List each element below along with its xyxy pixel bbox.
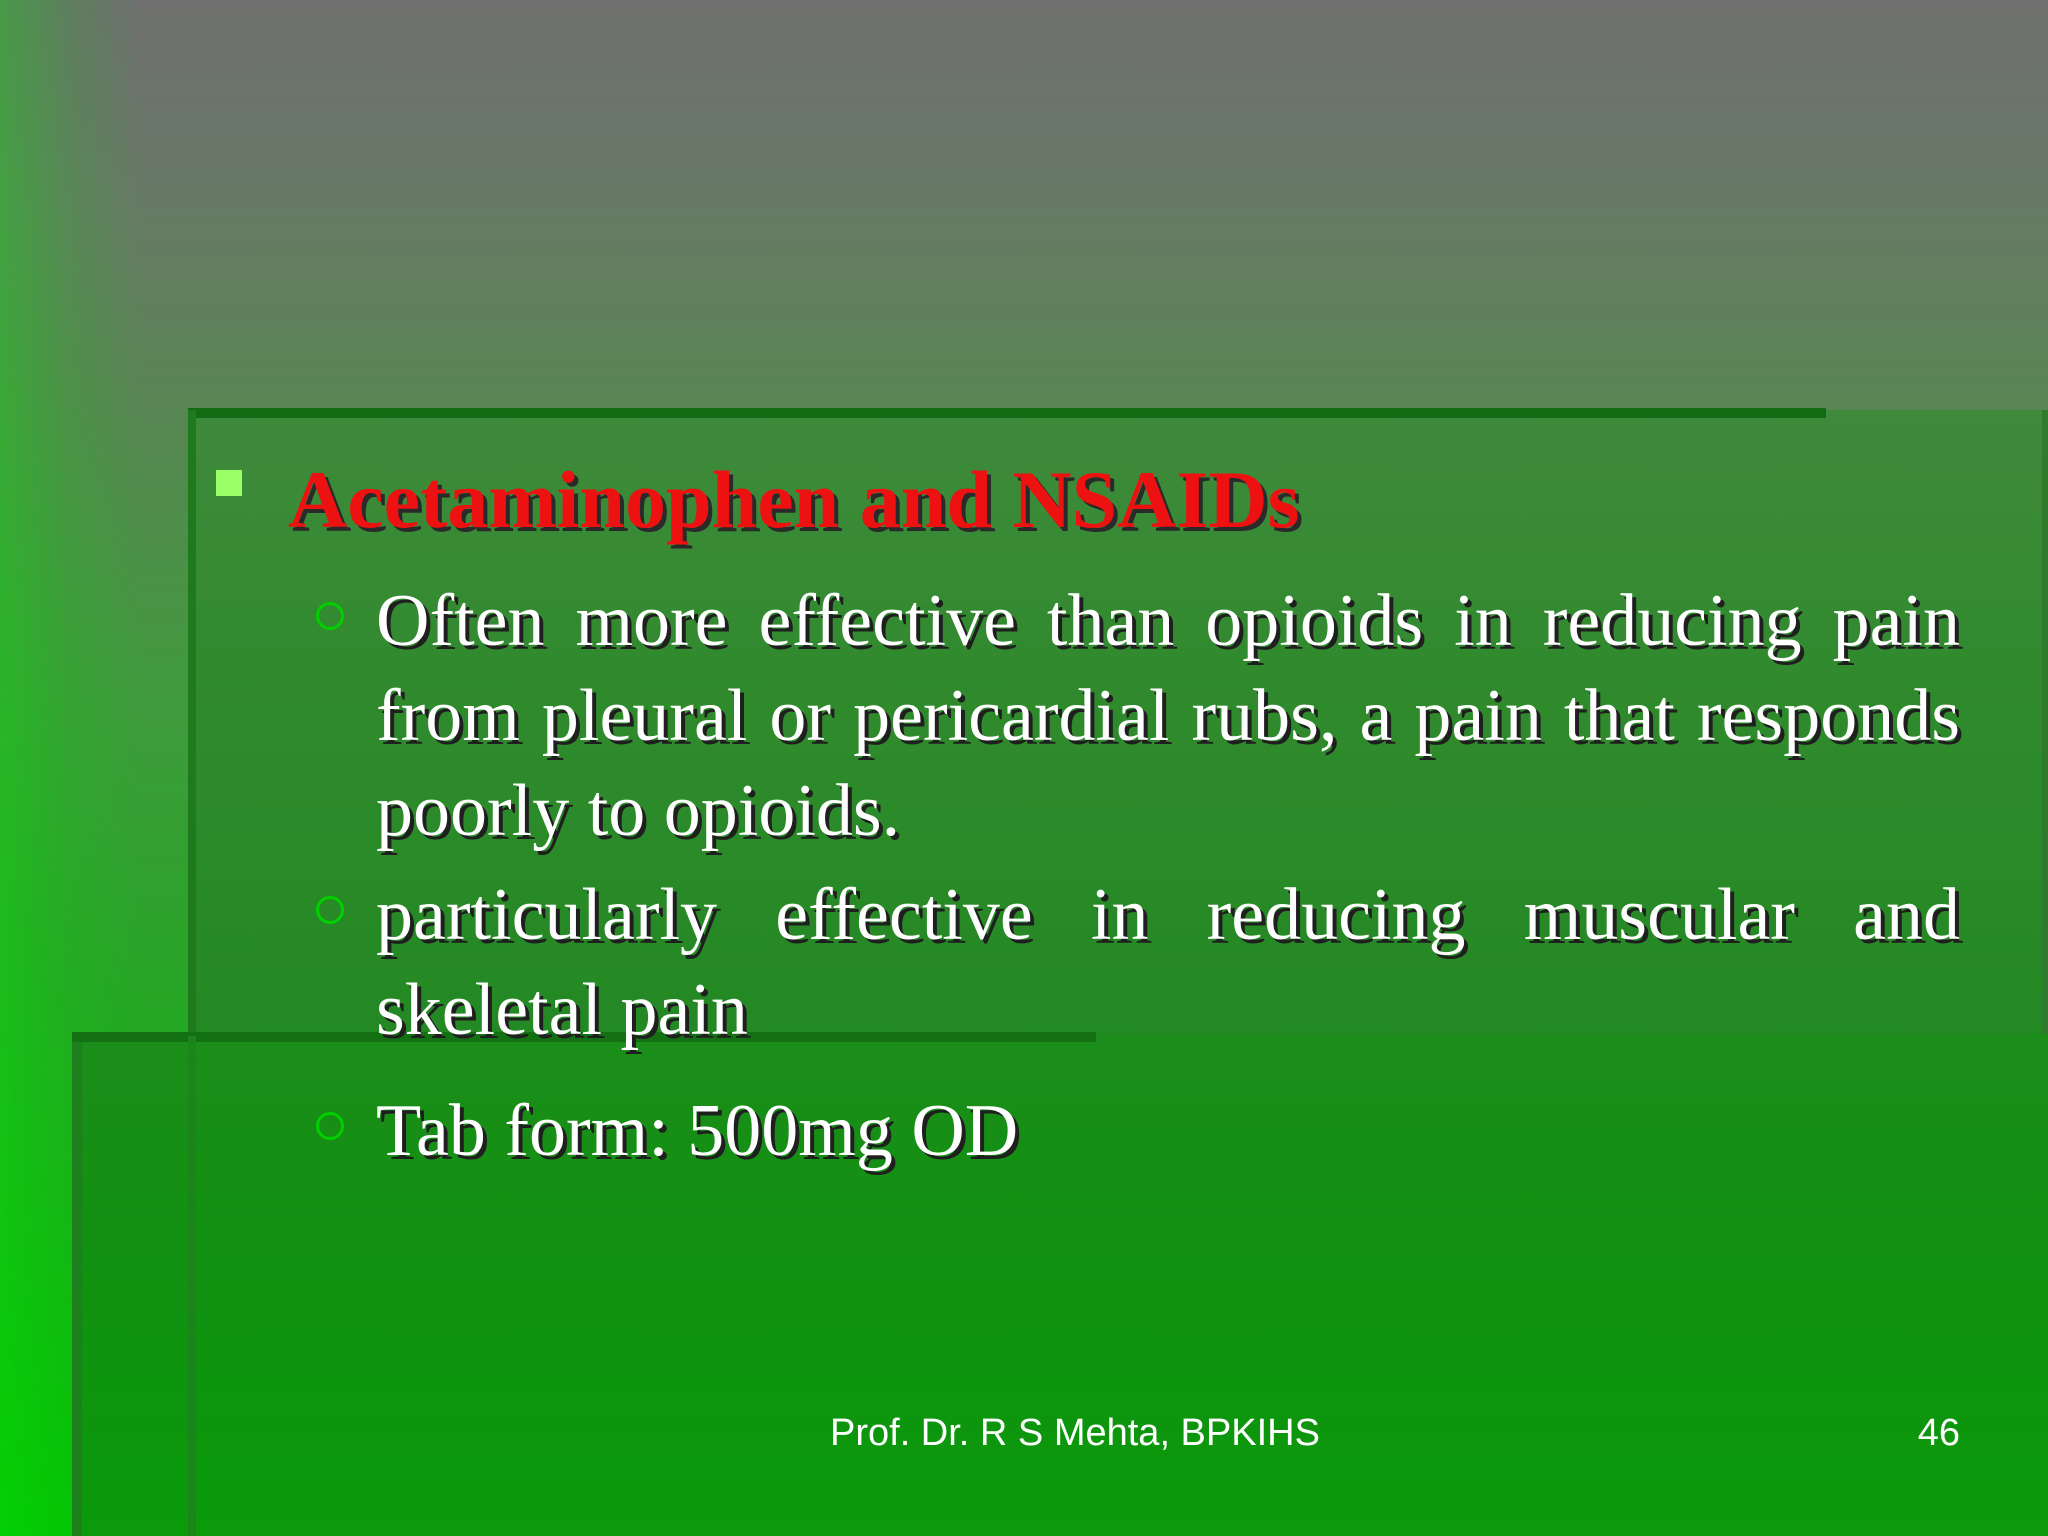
list-item xyxy=(316,1084,1960,1179)
sub-bullet-list xyxy=(316,574,1960,1185)
page-number: 46 xyxy=(1917,1412,1960,1454)
square-bullet-icon xyxy=(216,470,242,496)
bullet-text: Tab form: 500mg OD xyxy=(376,1090,1019,1172)
list-item xyxy=(316,574,1960,862)
circle-bullet-icon xyxy=(316,602,344,630)
slide-heading: Acetaminophen and NSAIDs xyxy=(288,454,1300,545)
list-item xyxy=(316,868,1960,1066)
bullet-text: Often more effective than opioids in reducing pain from pleural or pericardial rubs, a pain that responds poorly to opioids. xyxy=(376,580,1960,852)
footer-author: Prof. Dr. R S Mehta, BPKIHS xyxy=(830,1412,1320,1454)
circle-bullet-icon xyxy=(316,1112,344,1140)
circle-bullet-icon xyxy=(316,896,344,924)
bullet-text: particularly effective in reducing muscular and skeletal pain xyxy=(376,874,1960,1051)
